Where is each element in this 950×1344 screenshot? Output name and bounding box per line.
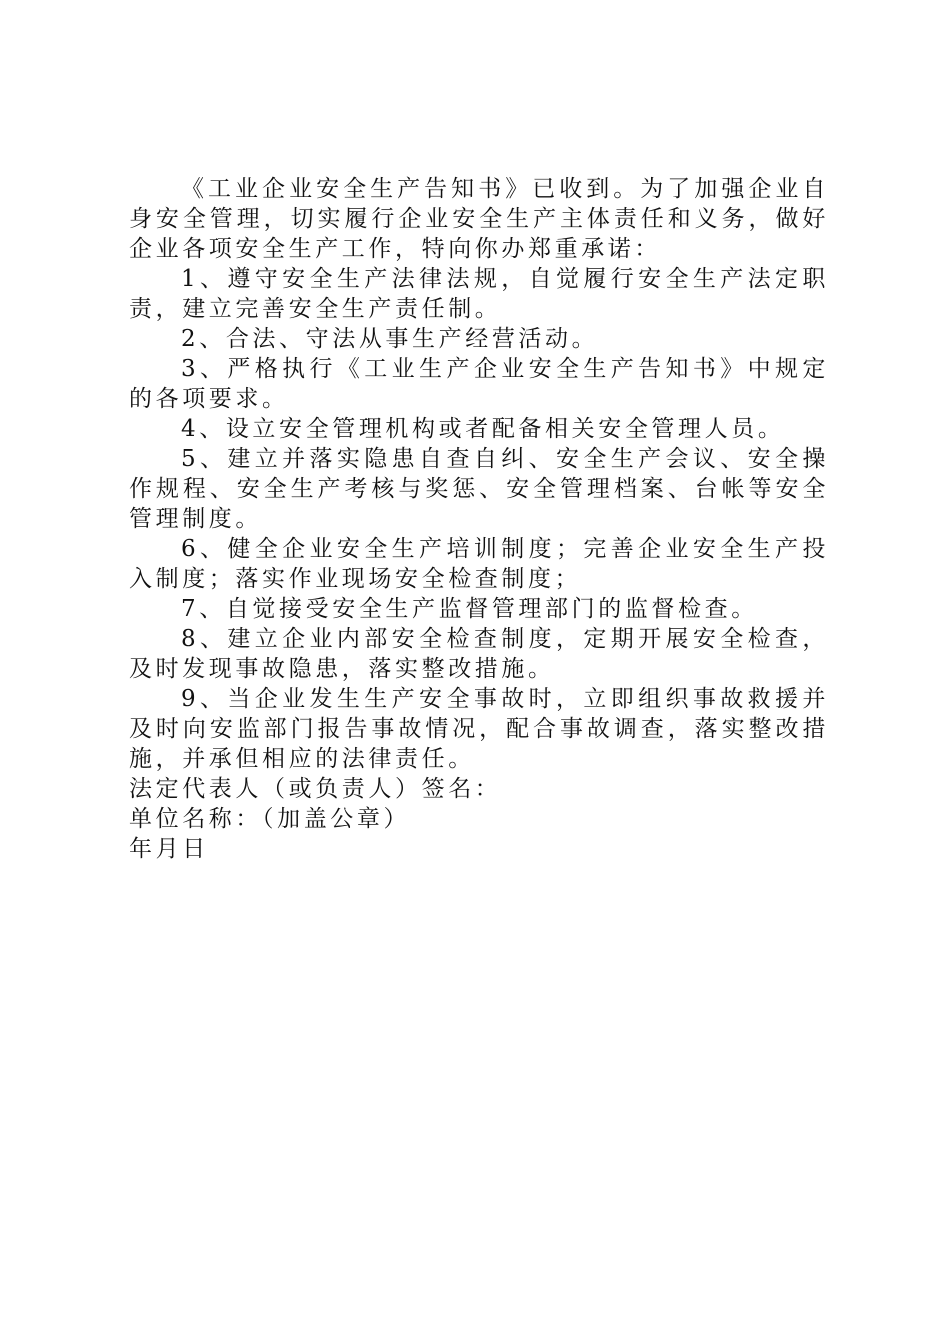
commitment-item-4: 4、设立安全管理机构或者配备相关安全管理人员。 xyxy=(181,416,785,442)
commitment-item-9: 9、当企业发生生产安全事故时，立即组织事故救援并及时向安监部门报告事故情况，配合事故调查，落实整改措施，并承但相应的法律责任。 xyxy=(129,686,829,772)
document-body xyxy=(129,174,829,864)
commitment-item-3: 3、严格执行《工业生产企业安全生产告知书》中规定的各项要求。 xyxy=(129,356,829,412)
commitment-item-8: 8、建立企业内部安全检查制度，定期开展安全检查，及时发现事故隐患，落实整改措施。 xyxy=(129,626,829,682)
intro-paragraph: 《工业企业安全生产告知书》已收到。为了加强企业自身安全管理，切实履行企业安全生产主体责任和义务，做好企业各项安全生产工作，特向你办郑重承诺： xyxy=(129,176,829,262)
commitment-item-1: 1、遵守安全生产法律法规，自觉履行安全生产法定职责，建立完善安全生产责任制。 xyxy=(129,266,829,322)
commitment-item-7: 7、自觉接受安全生产监督管理部门的监督检查。 xyxy=(181,596,758,622)
unit-name-line: 单位名称：（加盖公章） xyxy=(129,806,411,832)
commitment-item-6: 6、健全企业安全生产培训制度；完善企业安全生产投入制度；落实作业现场安全检查制度； xyxy=(129,536,829,592)
commitment-item-5: 5、建立并落实隐患自查自纠、安全生产会议、安全操作规程、安全生产考核与奖惩、安全管理档案、台帐等安全管理制度。 xyxy=(129,446,829,532)
date-line: 年月日 xyxy=(129,836,209,862)
representative-signature-line: 法定代表人（或负责人）签名： xyxy=(129,776,502,802)
commitment-item-2: 2、合法、守法从事生产经营活动。 xyxy=(181,326,599,352)
